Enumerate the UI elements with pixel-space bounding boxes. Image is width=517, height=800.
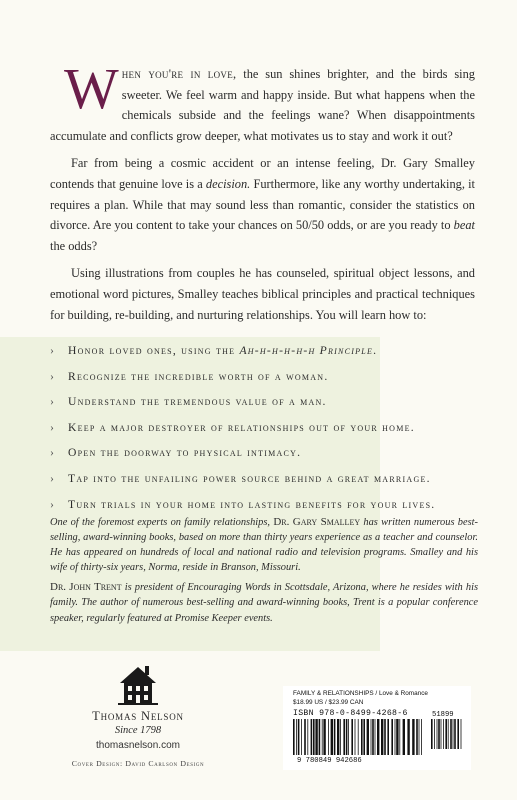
list-item: › Understand the tremendous value of a man. — [50, 389, 480, 415]
author-name: Dr. John Trent — [50, 581, 122, 594]
list-item: › Recognize the incredible worth of a woman. — [50, 364, 480, 390]
lead-in: hen you're in love, — [121, 67, 237, 81]
publisher-logo — [78, 663, 198, 736]
chevron-right-icon: › — [50, 395, 56, 409]
bio-trent: Dr. John Trent is president of Encouraging Words in Scottsdale, Arizona, where he resides with his family. The author of numerous best-selling and award-winning books, Trent is a popular conference speaker, regularly featured at Promise Keeper events. — [50, 581, 478, 624]
barcode-icon — [293, 719, 463, 757]
list-item: › Tap into the unfailing power source behind a great marriage. — [50, 466, 480, 492]
chevron-right-icon: › — [50, 420, 56, 434]
list-item: › Keep a major destroyer of relationships out of your home. — [50, 415, 480, 441]
list-item: › Open the doorway to physical intimacy. — [50, 440, 480, 466]
list-item: › Turn trials in your home into lasting benefits for your lives. — [50, 492, 480, 518]
price-addon-number: 51899 — [432, 711, 454, 719]
publisher-since: Since 1798 — [114, 725, 162, 736]
chevron-right-icon: › — [50, 471, 56, 485]
category-label: FAMILY & RELATIONSHIPS / Love & Romance — [293, 690, 428, 697]
intro-paragraph-3: Using illustrations from couples he has counseled, spiritual object lessons, and emotional word pictures, Smalley teaches biblical principles and practical techniques for building, re-building, and nurturing relationships. You will learn how to: — [50, 266, 475, 322]
bio-smalley: One of the foremost experts on family relationships, Dr. Gary Smalley has written numerous best-selling, award-winning books, based on more than thirty years experience as a teacher and counselor. He has appeared on hundreds of local and national radio and television programs. Smalley and his wife of thirty-six years, Norma, reside in Branson, Missouri. — [50, 516, 478, 574]
chevron-right-icon: › — [50, 497, 56, 511]
intro-paragraph-1: When you're in love, the sun shines brighter, and the birds sing sweeter. We feel warm and happy inside. But what happens when the chemicals subside and the feelings wane? When disappointments accumulate and conflicts grow deeper, what motivates us to stay and work it out? — [50, 56, 475, 143]
publisher-name: Thomas Nelson — [92, 709, 184, 723]
intro-text — [50, 56, 475, 332]
price-label: $18.99 US / $23.99 CAN — [293, 699, 364, 706]
isbn-label: ISBN 978-0-8499-4268-6 — [293, 709, 408, 718]
author-bios — [50, 515, 478, 631]
barcode-panel — [283, 686, 471, 770]
chevron-right-icon: › — [50, 344, 56, 357]
cover-design-credit: Cover Design: David Carlson Design — [71, 759, 205, 768]
drop-cap: W — [64, 56, 119, 121]
benefit-list — [50, 338, 480, 517]
house-logo-icon — [118, 663, 158, 705]
barcode-number: 9 780849 942686 — [297, 757, 362, 765]
chevron-right-icon: › — [50, 369, 56, 383]
intro-paragraph-2: Far from being a cosmic accident or an intense feeling, Dr. Gary Smalley contends that genuine love is a decision. Furthermore, like any worthy undertaking, it requires a plan. While that may sound less than romantic, consider the statistics on divorce. Are you content to take your chances on 50/50 odds, or are you ready to beat the odds? — [50, 156, 475, 253]
list-item: › Honor loved ones, using the Ah-h-h-h-h-h Principle. — [50, 338, 480, 364]
publisher-url: thomasnelson.com — [96, 740, 180, 751]
chevron-right-icon: › — [50, 446, 56, 460]
author-name: Dr. Gary Smalley — [273, 516, 361, 528]
